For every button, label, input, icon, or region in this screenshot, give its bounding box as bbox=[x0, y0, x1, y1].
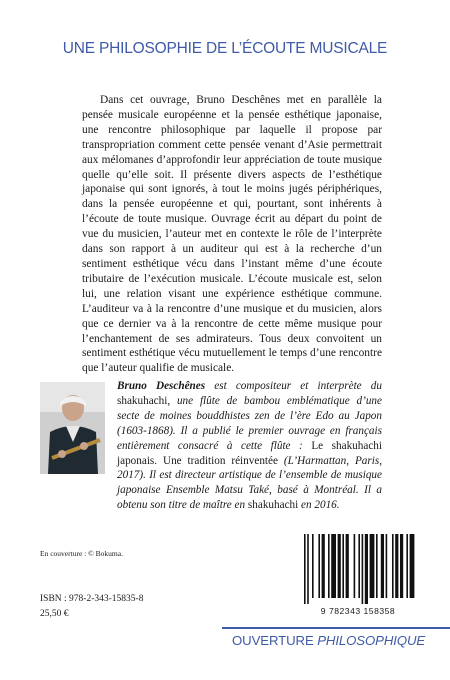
isbn: ISBN : 978-2-343-15835-8 bbox=[40, 594, 144, 604]
barcode-bar bbox=[304, 534, 306, 604]
barcode-bar bbox=[395, 534, 398, 598]
barcode-bar bbox=[410, 534, 415, 598]
barcode-number: 9 782343 158358 bbox=[320, 606, 396, 616]
barcode-bar bbox=[354, 534, 356, 598]
cover-credit: En couverture : © Bokuma. bbox=[40, 549, 123, 558]
summary-paragraph: Dans cet ouvrage, Bruno Deschênes met en parallèle la pensée musicale européenne et la pensée esthétique japonaise, une rencontre philosophique par laquelle il propose par transpropriation comment cette pensée venant d’Asie permettrait aux mélomanes d’approfondir leur appréciation de toute musique quelle qu’elle soit. Il présente divers aspects de l’esthétique japonaise qui sont ignorés, à tout le moins jugés périphériques, dans la pensée européenne et qui, pourtant, sont inhérents à l’écoute de toute musique. Ouvrage écrit au départ du point de vue du musicien, l’auteur met en contexte le rôle de l’interprète dans son rapport à un auditeur qui est à la recherche d’un sentiment esthétique vécu dans l’instant même d’une écoute tributaire de l’exécution musicale. L’écoute musicale est, selon lui, une relation visant une expérience esthétique commune. L’auditeur va à la rencontre d’une musique et du musicien, alors que ce dernier va à la rencontre de cette même musique pour l’enchantement de ses admirateurs. Tous deux convoitent un sentiment esthétique vécu mutuellement le temps d’une rencontre que l’auteur qualifie de musicale. bbox=[82, 94, 382, 375]
book-title: Le shakuhachi japonais. Une tradition réinventée bbox=[117, 439, 382, 467]
author-bio: Bruno Deschênes est compositeur et interprète du shakuhachi, une flûte de bambou emblématique d’une secte de moines bouddhistes zen de l’ère Edo au Japon (1603-1868). Il a publié le premier ouvrage en français entièrement consacré à cette flûte : Le shakuhachi japonais. Une tradition réinventée (L’Harmattan, Paris, 2017). Il est directeur artistique de l’ensemble de musique japonaise Ensemble Matsu Také, basé à Montréal. Il a obtenu son titre de maître en shakuhachi en 2016. bbox=[117, 380, 382, 512]
barcode-bar bbox=[365, 534, 368, 604]
barcode-bar bbox=[376, 534, 378, 598]
author-photo bbox=[40, 382, 105, 474]
barcode-bar bbox=[338, 534, 341, 598]
barcode-bar bbox=[322, 534, 325, 598]
barcode-bar bbox=[346, 534, 349, 598]
barcode-bar bbox=[331, 534, 336, 598]
collection-name: OUVERTURE PHILOSOPHIQUE bbox=[232, 633, 426, 648]
barcode-bar bbox=[392, 534, 394, 598]
barcode-bar bbox=[370, 534, 375, 598]
barcode-bar bbox=[406, 534, 408, 598]
barcode-bar bbox=[328, 534, 330, 598]
barcode-bar bbox=[381, 534, 384, 598]
barcode-bar bbox=[307, 534, 309, 604]
barcode-bar bbox=[362, 534, 364, 604]
barcode-bar bbox=[318, 534, 320, 598]
barcode-bar bbox=[358, 534, 360, 598]
barcode-bar bbox=[342, 534, 344, 598]
page-title: UNE PHILOSOPHIE DE L’ÉCOUTE MUSICALE bbox=[62, 40, 388, 57]
price: 25,50 € bbox=[40, 609, 69, 619]
barcode-bar bbox=[312, 534, 314, 598]
barcode-bar bbox=[386, 534, 388, 598]
barcode-bar bbox=[400, 534, 403, 598]
author-name: Bruno Deschênes bbox=[117, 380, 206, 392]
collection-divider bbox=[222, 627, 450, 629]
